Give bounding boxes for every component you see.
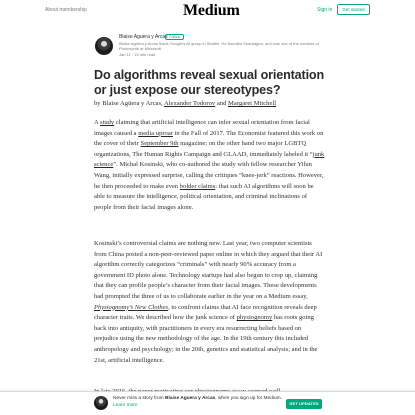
paragraph-1 — [94, 118, 326, 213]
about-membership-link[interactable]: About membership — [45, 7, 87, 13]
link-physiognomy[interactable]: physiognomy — [236, 314, 273, 322]
byline-separator: and — [215, 100, 229, 107]
learn-more-link[interactable]: Learn more — [113, 402, 138, 408]
p1-text-2: claiming that artificial intelligence can infer sexual orientation from facial images caused a — [94, 119, 310, 137]
banner-author-avatar — [94, 396, 108, 410]
p1-text-5: ”. Michal Kosinski, who co-authored the study with fellow researcher Yilun Wang, initially expressed surprise, calling the critiques “knee-jerk” reactions. However, he then proceeded to make even — [94, 161, 324, 190]
banner-mid: , when you sign up for Medium. — [215, 396, 282, 401]
p1-text-3: in the Fall of 2017. The Economist featured this work on the cover of their — [94, 129, 324, 148]
article-title: Do algorithms reveal sexual orientation or just expose our stereotypes? — [94, 68, 325, 97]
author-avatar[interactable] — [95, 37, 113, 55]
p2-text-3: has roots going back into antiquity, with practitioners in every era resurrecting beliefs based on prejudice using the new methodology of the age. In the 19th century this included anthropology and psychology; in the 20th, genetics and statistical analysis; and in the 21st, artificial intelligence. — [94, 314, 318, 364]
get-started-button[interactable]: Get started — [337, 4, 370, 15]
author-bio: Blaise Agüera y Arcas leads Google’s AI group in Seattle. He founded Seadragon, and was one of the creators of Photosynth at Microsoft. — [119, 40, 319, 51]
post-meta: Jan 11 · 15 min read — [119, 51, 156, 57]
byline-prefix: by Blaise Agüera y Arcas, — [94, 100, 164, 107]
top-nav — [0, 0, 415, 22]
sign-in-link[interactable]: Sign in — [317, 7, 333, 13]
article-byline — [94, 100, 276, 107]
link-junk-science[interactable]: junk science — [94, 150, 325, 169]
link-media-uproar[interactable]: media uproar — [138, 129, 173, 137]
link-september-9th[interactable]: September 9th — [140, 140, 179, 148]
p1-text-6: : that such AI algorithms will soon be able to measure the intelligence, political orientation, and criminal inclinations of people from their facial images alone. — [94, 182, 314, 211]
author-name[interactable]: Blaise Aguera y Arcas — [119, 34, 168, 40]
follow-button[interactable]: Follow — [165, 34, 184, 40]
author-link-todorov[interactable]: Alexander Todorov — [163, 100, 216, 107]
banner-author-name: Blaise Aguera y Arcas — [164, 396, 216, 401]
p1-text-4: magazine; on the other hand two major LGBTQ organizations, The Human Rights Campaign and GLAAD, immediately labeled it “ — [94, 140, 313, 158]
banner-pre: Never miss a story from — [113, 396, 165, 401]
medium-logo[interactable]: Medium — [183, 2, 240, 19]
banner-text — [113, 396, 283, 410]
p2-text-2: , to confront claims that AI face recognition reveals deep character traits. We described how the junk science of — [94, 303, 317, 322]
link-physiognomys-new-clothes[interactable]: Physiognomy’s New Clothes — [94, 303, 169, 311]
author-link-mitchell[interactable]: Margaret Mitchell — [228, 100, 277, 107]
link-bolder-claims[interactable]: bolder claims — [179, 182, 216, 190]
paragraph-2 — [94, 239, 326, 366]
get-updates-button[interactable]: GET UPDATES — [286, 399, 322, 409]
link-study[interactable]: study — [100, 119, 115, 126]
p2-text-1: Kosinski’s controversial claims are nothing new. Last year, two computer scientists from China posted a non-peer-reviewed paper online in which they argued that their AI algorithm correctly categorizes “criminals” with nearly 90% accuracy from a government ID photo alone. Technology startups had also begun to crop up, claiming that they can profile people’s character from their facial images. These developments had prompted the three of us to collaborate earlier in the year on a Medium essay, — [94, 240, 323, 300]
p1-text-1: A — [94, 119, 101, 126]
signup-banner — [0, 391, 415, 415]
